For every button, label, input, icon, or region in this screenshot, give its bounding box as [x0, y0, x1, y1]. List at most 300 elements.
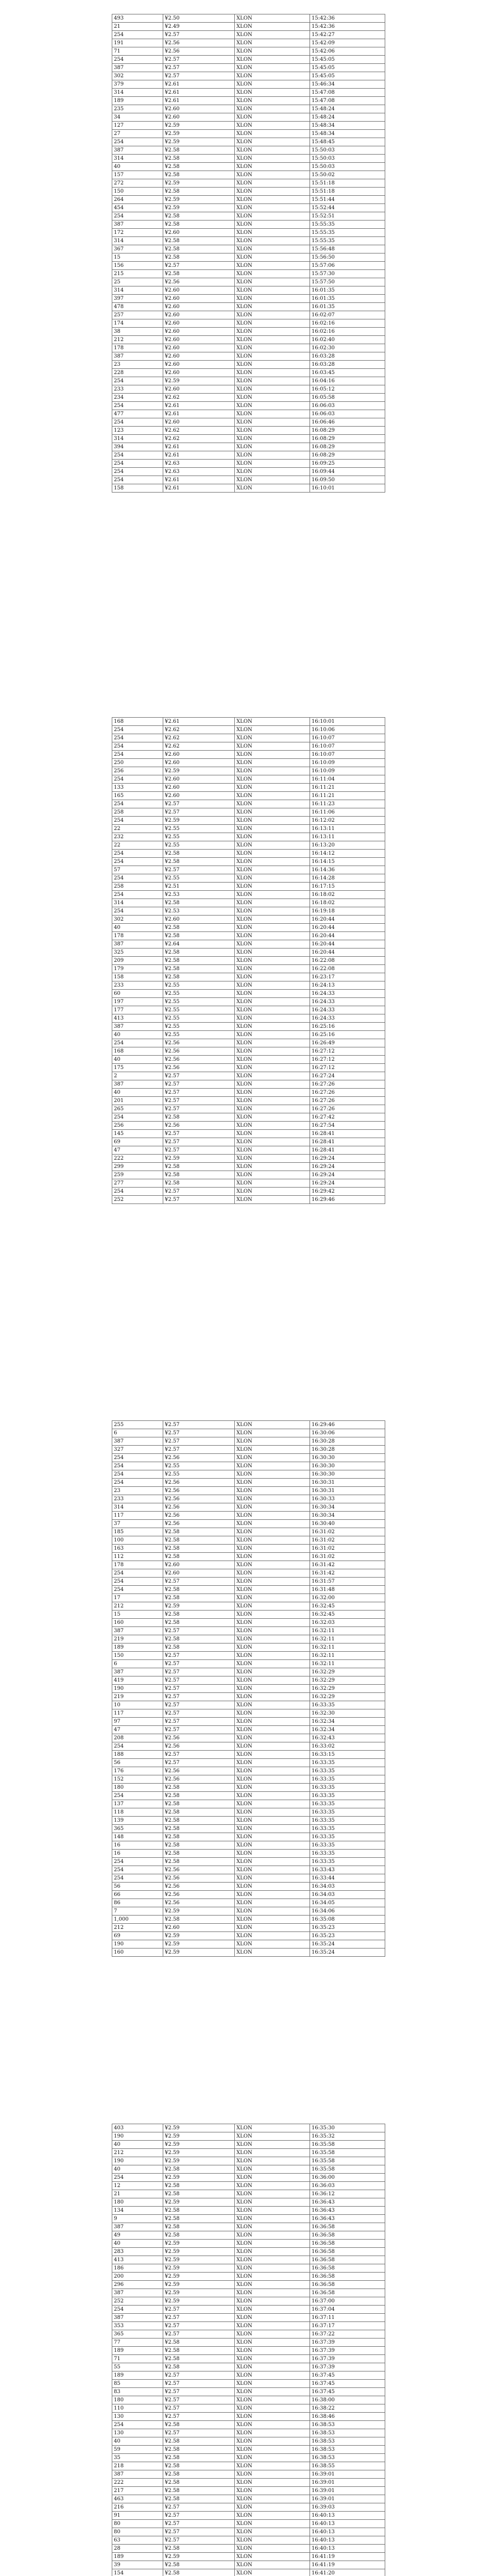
- venue-cell: XLON: [235, 1146, 310, 1155]
- time-cell: 16:38:53: [310, 2454, 385, 2462]
- table-row: [112, 1138, 385, 1146]
- price-cell: ¥2.58: [163, 1858, 235, 1866]
- time-cell: 16:36:58: [310, 2289, 385, 2297]
- time-cell: 16:24:33: [310, 1006, 385, 1014]
- table-row: [112, 2545, 385, 2553]
- time-cell: 16:20:44: [310, 924, 385, 932]
- table-row: [112, 1047, 385, 1056]
- table-row: [112, 468, 385, 476]
- time-cell: 16:08:29: [310, 435, 385, 443]
- volume-cell: 264: [112, 196, 163, 204]
- venue-cell: XLON: [235, 1479, 310, 1487]
- price-cell: ¥2.57: [163, 1627, 235, 1635]
- table-row: [112, 2470, 385, 2479]
- venue-cell: XLON: [235, 1429, 310, 1437]
- volume-cell: 314: [112, 286, 163, 295]
- table-row: [112, 1039, 385, 1047]
- venue-cell: XLON: [235, 2446, 310, 2454]
- volume-cell: 387: [112, 1023, 163, 1031]
- table-row: [112, 792, 385, 800]
- time-cell: 16:18:02: [310, 891, 385, 899]
- table-row: [112, 2264, 385, 2273]
- price-cell: ¥2.57: [163, 1668, 235, 1676]
- venue-cell: XLON: [235, 319, 310, 328]
- price-cell: ¥2.55: [163, 990, 235, 998]
- venue-cell: XLON: [235, 2454, 310, 2462]
- time-cell: 16:36:43: [310, 2207, 385, 2215]
- price-cell: ¥2.56: [163, 1874, 235, 1883]
- volume-cell: 254: [112, 874, 163, 883]
- venue-cell: XLON: [235, 1179, 310, 1188]
- volume-cell: 254: [112, 460, 163, 468]
- table-row: [112, 2289, 385, 2297]
- table-row: [112, 1619, 385, 1627]
- price-cell: ¥2.56: [163, 1891, 235, 1899]
- venue-cell: XLON: [235, 891, 310, 899]
- table-row: [112, 957, 385, 965]
- volume-cell: 327: [112, 1446, 163, 1454]
- venue-cell: XLON: [235, 1627, 310, 1635]
- time-cell: 16:29:24: [310, 1179, 385, 1188]
- volume-cell: 254: [112, 377, 163, 385]
- time-cell: 16:13:11: [310, 833, 385, 841]
- venue-cell: XLON: [235, 113, 310, 122]
- venue-cell: XLON: [235, 2174, 310, 2182]
- time-cell: 16:06:03: [310, 410, 385, 418]
- time-cell: 16:13:11: [310, 825, 385, 833]
- price-cell: ¥2.59: [163, 2289, 235, 2297]
- table-row: [112, 1676, 385, 1685]
- table-row: [112, 328, 385, 336]
- price-cell: ¥2.59: [163, 196, 235, 204]
- price-cell: ¥2.58: [163, 1643, 235, 1652]
- volume-cell: 39: [112, 2561, 163, 2569]
- volume-cell: 34: [112, 113, 163, 122]
- venue-cell: XLON: [235, 1767, 310, 1775]
- venue-cell: XLON: [235, 2569, 310, 2576]
- time-cell: 16:30:30: [310, 1454, 385, 1462]
- volume-cell: 22: [112, 841, 163, 850]
- trades-table-body: [112, 718, 385, 1204]
- price-cell: ¥2.62: [163, 742, 235, 751]
- time-cell: 16:32:29: [310, 1693, 385, 1701]
- time-cell: 16:33:15: [310, 1751, 385, 1759]
- volume-cell: 254: [112, 775, 163, 784]
- venue-cell: XLON: [235, 237, 310, 245]
- volume-cell: 27: [112, 130, 163, 138]
- table-row: [112, 2380, 385, 2388]
- table-row: [112, 443, 385, 451]
- volume-cell: 25: [112, 278, 163, 286]
- table-row: [112, 1652, 385, 1660]
- table-row: [112, 751, 385, 759]
- table-row: [112, 122, 385, 130]
- venue-cell: XLON: [235, 1907, 310, 1916]
- venue-cell: XLON: [235, 2231, 310, 2240]
- venue-cell: XLON: [235, 808, 310, 817]
- venue-cell: XLON: [235, 1808, 310, 1817]
- venue-cell: XLON: [235, 89, 310, 97]
- time-cell: 15:42:09: [310, 39, 385, 47]
- venue-cell: XLON: [235, 122, 310, 130]
- price-cell: ¥2.62: [163, 734, 235, 742]
- venue-cell: XLON: [235, 751, 310, 759]
- table-row: [112, 1536, 385, 1545]
- volume-cell: 254: [112, 1479, 163, 1487]
- volume-cell: 254: [112, 2421, 163, 2429]
- volume-cell: 413: [112, 2256, 163, 2264]
- table-row: [112, 2198, 385, 2207]
- volume-cell: 254: [112, 402, 163, 410]
- price-cell: ¥2.59: [163, 179, 235, 188]
- time-cell: 16:41:19: [310, 2561, 385, 2569]
- table-row: [112, 1470, 385, 1479]
- price-cell: ¥2.58: [163, 2355, 235, 2363]
- table-row: [112, 1759, 385, 1767]
- volume-cell: 463: [112, 2495, 163, 2503]
- volume-cell: 38: [112, 328, 163, 336]
- venue-cell: XLON: [235, 328, 310, 336]
- venue-cell: XLON: [235, 1759, 310, 1767]
- time-cell: 16:40:13: [310, 2528, 385, 2536]
- price-cell: ¥2.57: [163, 1421, 235, 1429]
- price-cell: ¥2.58: [163, 1825, 235, 1833]
- venue-cell: XLON: [235, 402, 310, 410]
- volume-cell: 40: [112, 2240, 163, 2248]
- table-row: [112, 1196, 385, 1204]
- volume-cell: 154: [112, 2569, 163, 2576]
- time-cell: 16:31:02: [310, 1545, 385, 1553]
- table-row: [112, 973, 385, 981]
- time-cell: 16:01:35: [310, 286, 385, 295]
- time-cell: 16:20:44: [310, 940, 385, 948]
- venue-cell: XLON: [235, 72, 310, 80]
- table-row: [112, 817, 385, 825]
- price-cell: ¥2.58: [163, 245, 235, 253]
- table-row: [112, 1080, 385, 1089]
- price-cell: ¥2.58: [163, 1635, 235, 1643]
- table-row: [112, 1709, 385, 1718]
- table-row: [112, 418, 385, 427]
- table-row: [112, 1858, 385, 1866]
- volume-cell: 127: [112, 122, 163, 130]
- price-cell: ¥2.60: [163, 328, 235, 336]
- volume-cell: 190: [112, 2157, 163, 2165]
- venue-cell: XLON: [235, 2503, 310, 2512]
- table-row: [112, 2149, 385, 2157]
- volume-cell: 254: [112, 742, 163, 751]
- time-cell: 16:40:13: [310, 2520, 385, 2528]
- table-row: [112, 105, 385, 113]
- time-cell: 16:26:49: [310, 1039, 385, 1047]
- venue-cell: XLON: [235, 2429, 310, 2437]
- time-cell: 16:27:42: [310, 1113, 385, 1122]
- time-cell: 16:28:41: [310, 1146, 385, 1155]
- table-row: [112, 1446, 385, 1454]
- time-cell: 16:33:35: [310, 1767, 385, 1775]
- price-cell: ¥2.58: [163, 1619, 235, 1627]
- venue-cell: XLON: [235, 981, 310, 990]
- time-cell: 16:08:29: [310, 443, 385, 451]
- volume-cell: 40: [112, 2141, 163, 2149]
- volume-cell: 387: [112, 2314, 163, 2322]
- price-cell: ¥2.59: [163, 1155, 235, 1163]
- time-cell: 16:38:53: [310, 2437, 385, 2446]
- table-row: [112, 1660, 385, 1668]
- price-cell: ¥2.57: [163, 2380, 235, 2388]
- table-row: [112, 1726, 385, 1734]
- volume-cell: 40: [112, 1031, 163, 1039]
- table-row: [112, 2231, 385, 2240]
- table-row: [112, 2396, 385, 2404]
- table-row: [112, 1545, 385, 1553]
- price-cell: ¥2.59: [163, 2256, 235, 2264]
- venue-cell: XLON: [235, 1751, 310, 1759]
- volume-cell: 160: [112, 1948, 163, 1957]
- trades-table: [112, 14, 385, 493]
- venue-cell: XLON: [235, 56, 310, 64]
- price-cell: ¥2.60: [163, 1924, 235, 1932]
- table-row: [112, 179, 385, 188]
- volume-cell: 387: [112, 146, 163, 155]
- time-cell: 16:22:08: [310, 957, 385, 965]
- price-cell: ¥2.60: [163, 792, 235, 800]
- price-cell: ¥2.62: [163, 394, 235, 402]
- table-row: [112, 1520, 385, 1528]
- venue-cell: XLON: [235, 1825, 310, 1833]
- price-cell: ¥2.57: [163, 2503, 235, 2512]
- time-cell: 16:32:11: [310, 1660, 385, 1668]
- price-cell: ¥2.55: [163, 1462, 235, 1470]
- table-row: [112, 64, 385, 72]
- venue-cell: XLON: [235, 443, 310, 451]
- table-row: [112, 377, 385, 385]
- price-cell: ¥2.56: [163, 1767, 235, 1775]
- table-row: [112, 1718, 385, 1726]
- price-cell: ¥2.58: [163, 2338, 235, 2347]
- price-cell: ¥2.60: [163, 303, 235, 311]
- volume-cell: 254: [112, 468, 163, 476]
- venue-cell: XLON: [235, 47, 310, 56]
- table-row: [112, 97, 385, 105]
- table-row: [112, 295, 385, 303]
- price-cell: ¥2.58: [163, 2487, 235, 2495]
- time-cell: 16:31:42: [310, 1569, 385, 1578]
- table-row: [112, 825, 385, 833]
- venue-cell: XLON: [235, 1916, 310, 1924]
- time-cell: 16:31:02: [310, 1528, 385, 1536]
- volume-cell: 12: [112, 2182, 163, 2190]
- venue-cell: XLON: [235, 1578, 310, 1586]
- volume-cell: 235: [112, 105, 163, 113]
- table-row: [112, 1594, 385, 1602]
- time-cell: 16:33:44: [310, 1874, 385, 1883]
- price-cell: ¥2.58: [163, 1841, 235, 1850]
- volume-cell: 158: [112, 973, 163, 981]
- table-row: [112, 204, 385, 212]
- price-cell: ¥2.57: [163, 1188, 235, 1196]
- volume-cell: 189: [112, 2371, 163, 2380]
- venue-cell: XLON: [235, 427, 310, 435]
- table-row: [112, 1775, 385, 1784]
- table-row: [112, 402, 385, 410]
- venue-cell: XLON: [235, 1784, 310, 1792]
- price-cell: ¥2.63: [163, 468, 235, 476]
- venue-cell: XLON: [235, 1792, 310, 1800]
- table-row: [112, 2512, 385, 2520]
- volume-cell: 69: [112, 1138, 163, 1146]
- price-cell: ¥2.58: [163, 2347, 235, 2355]
- time-cell: 16:27:12: [310, 1064, 385, 1072]
- venue-cell: XLON: [235, 1536, 310, 1545]
- volume-cell: 49: [112, 2231, 163, 2240]
- table-row: [112, 394, 385, 402]
- volume-cell: 15: [112, 1611, 163, 1619]
- time-cell: 16:08:29: [310, 427, 385, 435]
- price-cell: ¥2.58: [163, 932, 235, 940]
- volume-cell: 190: [112, 1940, 163, 1948]
- price-cell: ¥2.59: [163, 377, 235, 385]
- time-cell: 16:40:13: [310, 2536, 385, 2545]
- price-cell: ¥2.57: [163, 1693, 235, 1701]
- venue-cell: XLON: [235, 932, 310, 940]
- time-cell: 16:32:45: [310, 1602, 385, 1611]
- volume-cell: 254: [112, 212, 163, 221]
- volume-cell: 56: [112, 1883, 163, 1891]
- table-row: [112, 336, 385, 344]
- venue-cell: XLON: [235, 2479, 310, 2487]
- time-cell: 16:29:42: [310, 1188, 385, 1196]
- table-row: [112, 924, 385, 932]
- price-cell: ¥2.55: [163, 1470, 235, 1479]
- time-cell: 15:47:08: [310, 89, 385, 97]
- table-row: [112, 1454, 385, 1462]
- venue-cell: XLON: [235, 1470, 310, 1479]
- venue-cell: XLON: [235, 1883, 310, 1891]
- time-cell: 15:42:36: [310, 23, 385, 31]
- table-row: [112, 874, 385, 883]
- table-row: [112, 361, 385, 369]
- time-cell: 16:35:58: [310, 2157, 385, 2165]
- volume-cell: 258: [112, 883, 163, 891]
- price-cell: ¥2.58: [163, 237, 235, 245]
- volume-cell: 176: [112, 1767, 163, 1775]
- price-cell: ¥2.60: [163, 295, 235, 303]
- time-cell: 16:27:26: [310, 1080, 385, 1089]
- price-cell: ¥2.55: [163, 1023, 235, 1031]
- table-row: [112, 2446, 385, 2454]
- venue-cell: XLON: [235, 2240, 310, 2248]
- volume-cell: 40: [112, 2165, 163, 2174]
- price-cell: ¥2.57: [163, 2520, 235, 2528]
- price-cell: ¥2.58: [163, 2182, 235, 2190]
- price-cell: ¥2.59: [163, 1602, 235, 1611]
- table-row: [112, 759, 385, 767]
- time-cell: 15:45:05: [310, 72, 385, 80]
- time-cell: 16:20:44: [310, 948, 385, 957]
- venue-cell: XLON: [235, 2149, 310, 2157]
- time-cell: 16:36:03: [310, 2182, 385, 2190]
- time-cell: 16:29:24: [310, 1163, 385, 1171]
- price-cell: ¥2.61: [163, 718, 235, 726]
- price-cell: ¥2.58: [163, 163, 235, 171]
- table-row: [112, 262, 385, 270]
- venue-cell: XLON: [235, 1528, 310, 1536]
- volume-cell: 219: [112, 1635, 163, 1643]
- venue-cell: XLON: [235, 841, 310, 850]
- time-cell: 16:37:45: [310, 2388, 385, 2396]
- time-cell: 15:42:27: [310, 31, 385, 39]
- price-cell: ¥2.58: [163, 253, 235, 262]
- price-cell: ¥2.59: [163, 2157, 235, 2165]
- volume-cell: 219: [112, 1693, 163, 1701]
- volume-cell: 212: [112, 336, 163, 344]
- volume-cell: 191: [112, 39, 163, 47]
- table-row: [112, 435, 385, 443]
- table-row: [112, 2124, 385, 2132]
- table-row: [112, 1701, 385, 1709]
- time-cell: 16:38:55: [310, 2462, 385, 2470]
- venue-cell: XLON: [235, 1940, 310, 1948]
- venue-cell: XLON: [235, 2273, 310, 2281]
- volume-cell: 197: [112, 998, 163, 1006]
- time-cell: 16:05:12: [310, 385, 385, 394]
- price-cell: ¥2.60: [163, 1561, 235, 1569]
- volume-cell: 387: [112, 1437, 163, 1446]
- price-cell: ¥2.58: [163, 270, 235, 278]
- table-row: [112, 2421, 385, 2429]
- time-cell: 16:12:02: [310, 817, 385, 825]
- price-cell: ¥2.57: [163, 2404, 235, 2413]
- table-row: [112, 833, 385, 841]
- time-cell: 16:02:40: [310, 336, 385, 344]
- table-row: [112, 907, 385, 916]
- price-cell: ¥2.58: [163, 1528, 235, 1536]
- price-cell: ¥2.58: [163, 2462, 235, 2470]
- venue-cell: XLON: [235, 1850, 310, 1858]
- table-row: [112, 2190, 385, 2198]
- venue-cell: XLON: [235, 2355, 310, 2363]
- venue-cell: XLON: [235, 2536, 310, 2545]
- venue-cell: XLON: [235, 451, 310, 460]
- table-row: [112, 319, 385, 328]
- table-row: [112, 1064, 385, 1072]
- table-row: [112, 767, 385, 775]
- time-cell: 16:20:44: [310, 932, 385, 940]
- price-cell: ¥2.58: [163, 2190, 235, 2198]
- volume-cell: 21: [112, 23, 163, 31]
- volume-cell: 175: [112, 1064, 163, 1072]
- table-row: [112, 2388, 385, 2396]
- time-cell: 16:34:06: [310, 1907, 385, 1916]
- time-cell: 16:32:30: [310, 1709, 385, 1718]
- volume-cell: 55: [112, 2363, 163, 2371]
- volume-cell: 254: [112, 1470, 163, 1479]
- price-cell: ¥2.57: [163, 2330, 235, 2338]
- price-cell: ¥2.57: [163, 1437, 235, 1446]
- volume-cell: 186: [112, 2264, 163, 2273]
- volume-cell: 80: [112, 2528, 163, 2536]
- price-cell: ¥2.59: [163, 1948, 235, 1957]
- time-cell: 15:55:35: [310, 237, 385, 245]
- table-row: [112, 1685, 385, 1693]
- volume-cell: 190: [112, 1685, 163, 1693]
- venue-cell: XLON: [235, 833, 310, 841]
- price-cell: ¥2.56: [163, 1039, 235, 1047]
- time-cell: 15:42:06: [310, 47, 385, 56]
- price-cell: ¥2.57: [163, 2314, 235, 2322]
- time-cell: 16:32:29: [310, 1668, 385, 1676]
